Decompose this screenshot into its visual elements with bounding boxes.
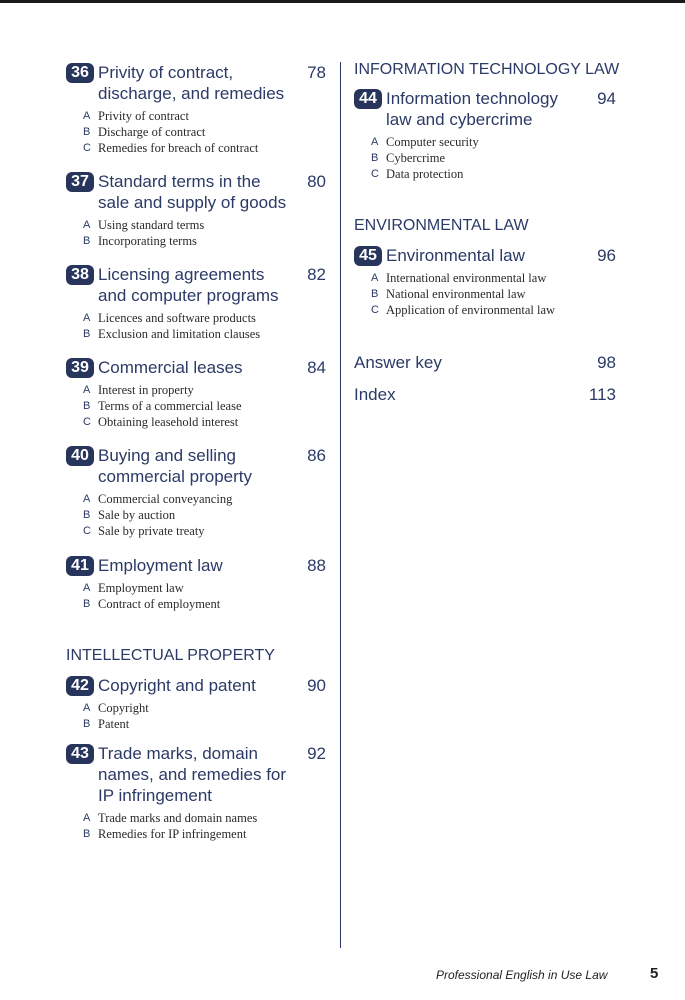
subtopic-text: Commercial conveyancing xyxy=(98,492,233,506)
subtopic-text: Patent xyxy=(98,717,130,731)
unit-header[interactable] xyxy=(66,264,326,306)
subtopic[interactable] xyxy=(83,596,326,612)
answer-key-page: 98 xyxy=(597,353,616,372)
top-rule xyxy=(0,0,685,3)
subtopic-text: National environmental law xyxy=(386,287,526,301)
subtopic[interactable] xyxy=(83,523,326,539)
subtopic-letter: B xyxy=(83,235,91,247)
subtopic-list xyxy=(66,108,326,156)
subtopic[interactable] xyxy=(83,507,326,523)
subtopic-letter: A xyxy=(83,384,91,396)
subtopic-letter: B xyxy=(371,152,379,164)
subtopic[interactable] xyxy=(83,826,326,842)
unit-number-badge: 44 xyxy=(354,89,382,109)
subtopic-text: Terms of a commercial lease xyxy=(98,399,242,413)
subtopic[interactable] xyxy=(83,140,326,156)
subtopic-letter: B xyxy=(83,598,91,610)
subtopic-list xyxy=(66,217,326,249)
unit-page-number: 82 xyxy=(307,265,326,284)
unit-title[interactable]: Privity of contract, discharge, and remedies xyxy=(98,63,285,103)
unit-number-badge: 43 xyxy=(66,744,94,764)
index-page: 113 xyxy=(588,385,616,404)
unit-number-badge: 39 xyxy=(66,358,94,378)
subtopic-list xyxy=(66,382,326,430)
unit-number-badge: 42 xyxy=(66,676,94,696)
unit-title[interactable]: Buying and selling commercial property xyxy=(98,446,252,486)
unit-page-number: 78 xyxy=(307,63,326,82)
subtopic[interactable] xyxy=(83,124,326,140)
subtopic-list xyxy=(354,134,616,182)
subtopic-text: Licences and software products xyxy=(98,311,256,325)
section-heading-information-technology-law: INFORMATION TECHNOLOGY LAW xyxy=(354,61,620,78)
subtopic-letter: A xyxy=(83,312,91,324)
subtopic-text: Employment law xyxy=(98,581,184,595)
unit-43[interactable] xyxy=(66,743,326,842)
subtopic-letter: A xyxy=(83,110,91,122)
subtopic[interactable] xyxy=(371,270,616,286)
subtopic-text: Remedies for breach of contract xyxy=(98,141,259,155)
unit-41[interactable] xyxy=(66,555,326,612)
subtopic-text: Contract of employment xyxy=(98,597,221,611)
index-entry[interactable] xyxy=(354,384,616,405)
unit-header[interactable] xyxy=(66,357,326,378)
subtopic-text: Copyright xyxy=(98,701,149,715)
unit-page-number: 94 xyxy=(597,89,616,108)
unit-header[interactable] xyxy=(66,445,326,487)
unit-header[interactable] xyxy=(66,555,326,576)
answer-key-label: Answer key xyxy=(354,353,442,372)
subtopic-text: Incorporating terms xyxy=(98,234,197,248)
subtopic-letter: B xyxy=(83,126,91,138)
subtopic[interactable] xyxy=(83,491,326,507)
unit-page-number: 88 xyxy=(307,556,326,575)
subtopic-text: Application of environmental law xyxy=(386,303,556,317)
unit-number-badge: 37 xyxy=(66,172,94,192)
unit-title[interactable]: Information technology law and cybercrime xyxy=(386,89,558,129)
subtopic[interactable] xyxy=(83,700,326,716)
subtopic-letter: B xyxy=(83,718,91,730)
subtopic[interactable] xyxy=(83,108,326,124)
unit-number-badge: 38 xyxy=(66,265,94,285)
index-label: Index xyxy=(354,385,396,404)
subtopic[interactable] xyxy=(83,310,326,326)
subtopic[interactable] xyxy=(371,134,616,150)
subtopic[interactable] xyxy=(83,382,326,398)
unit-title[interactable]: Commercial leases xyxy=(98,358,243,377)
unit-title[interactable]: Employment law xyxy=(98,556,223,575)
unit-39[interactable] xyxy=(66,357,326,430)
subtopic-letter: A xyxy=(371,272,379,284)
unit-number-badge: 41 xyxy=(66,556,94,576)
unit-number-badge: 36 xyxy=(66,63,94,83)
subtopic-letter: C xyxy=(371,304,379,316)
unit-header[interactable] xyxy=(354,88,616,130)
subtopic-text: Data protection xyxy=(386,167,464,181)
subtopic-letter: A xyxy=(83,493,91,505)
subtopic-letter: A xyxy=(371,136,379,148)
unit-title[interactable]: Trade marks, domain names, and remedies for IP infringement xyxy=(98,744,287,805)
subtopic-letter: C xyxy=(83,416,91,428)
unit-36[interactable] xyxy=(66,62,326,156)
subtopic-letter: B xyxy=(83,828,91,840)
section-heading-intellectual-property: INTELLECTUAL PROPERTY xyxy=(66,647,275,664)
subtopic-text: Interest in property xyxy=(98,383,194,397)
subtopic-text: International environmental law xyxy=(386,271,547,285)
subtopic[interactable] xyxy=(83,716,326,732)
unit-page-number: 84 xyxy=(307,358,326,377)
subtopic-list xyxy=(354,270,616,318)
subtopic-letter: B xyxy=(83,328,91,340)
subtopic-text: Obtaining leasehold interest xyxy=(98,415,239,429)
subtopic[interactable] xyxy=(371,302,616,318)
subtopic-list xyxy=(66,580,326,612)
column-divider xyxy=(340,62,341,948)
unit-title[interactable]: Standard terms in the sale and supply of goods xyxy=(98,172,287,212)
subtopic-letter: A xyxy=(83,219,91,231)
subtopic[interactable] xyxy=(83,217,326,233)
subtopic[interactable] xyxy=(83,398,326,414)
unit-42[interactable] xyxy=(66,675,326,732)
unit-37[interactable] xyxy=(66,171,326,249)
subtopic[interactable] xyxy=(371,150,616,166)
unit-40[interactable] xyxy=(66,445,326,539)
subtopic-letter: C xyxy=(83,142,91,154)
subtopic-text: Trade marks and domain names xyxy=(98,811,258,825)
subtopic-letter: A xyxy=(83,582,91,594)
subtopic[interactable] xyxy=(83,580,326,596)
subtopic-list xyxy=(66,810,326,842)
subtopic[interactable] xyxy=(371,166,616,182)
subtopic-text: Exclusion and limitation clauses xyxy=(98,327,261,341)
subtopic-letter: B xyxy=(371,288,379,300)
subtopic-letter: C xyxy=(83,525,91,537)
section-heading-environmental-law: ENVIRONMENTAL LAW xyxy=(354,217,529,234)
footer-book-title: Professional English in Use Law xyxy=(436,968,608,982)
unit-number-badge: 45 xyxy=(354,246,382,266)
subtopic-letter: B xyxy=(83,509,91,521)
subtopic-list xyxy=(66,491,326,539)
subtopic[interactable] xyxy=(83,326,326,342)
subtopic-text: Cybercrime xyxy=(386,151,446,165)
subtopic-list xyxy=(66,310,326,342)
unit-title[interactable]: Copyright and patent xyxy=(98,676,256,695)
unit-44[interactable] xyxy=(354,88,616,182)
subtopic[interactable] xyxy=(83,233,326,249)
unit-page-number: 86 xyxy=(307,446,326,465)
unit-header[interactable] xyxy=(354,245,616,266)
unit-title[interactable]: Environmental law xyxy=(386,246,525,265)
subtopic[interactable] xyxy=(83,414,326,430)
subtopic[interactable] xyxy=(371,286,616,302)
unit-header[interactable] xyxy=(66,62,326,104)
unit-header[interactable] xyxy=(66,675,326,696)
subtopic-list xyxy=(66,700,326,732)
subtopic-text: Sale by private treaty xyxy=(98,524,205,538)
unit-page-number: 90 xyxy=(307,676,326,695)
subtopic-letter: C xyxy=(371,168,379,180)
subtopic-letter: A xyxy=(83,702,91,714)
unit-number-badge: 40 xyxy=(66,446,94,466)
unit-45[interactable] xyxy=(354,245,616,318)
unit-header[interactable] xyxy=(66,743,326,806)
subtopic-text: Computer security xyxy=(386,135,479,149)
answer-key-entry[interactable] xyxy=(354,352,616,373)
unit-title[interactable]: Licensing agreements and computer programs xyxy=(98,265,279,305)
unit-38[interactable] xyxy=(66,264,326,342)
subtopic[interactable] xyxy=(83,810,326,826)
subtopic-text: Using standard terms xyxy=(98,218,205,232)
unit-header[interactable] xyxy=(66,171,326,213)
subtopic-text: Discharge of contract xyxy=(98,125,206,139)
footer-page-number: 5 xyxy=(650,965,659,982)
subtopic-letter: B xyxy=(83,400,91,412)
subtopic-text: Sale by auction xyxy=(98,508,176,522)
unit-page-number: 96 xyxy=(597,246,616,265)
subtopic-letter: A xyxy=(83,812,91,824)
subtopic-text: Remedies for IP infringement xyxy=(98,827,247,841)
unit-page-number: 80 xyxy=(307,172,326,191)
subtopic-text: Privity of contract xyxy=(98,109,189,123)
unit-page-number: 92 xyxy=(307,744,326,763)
